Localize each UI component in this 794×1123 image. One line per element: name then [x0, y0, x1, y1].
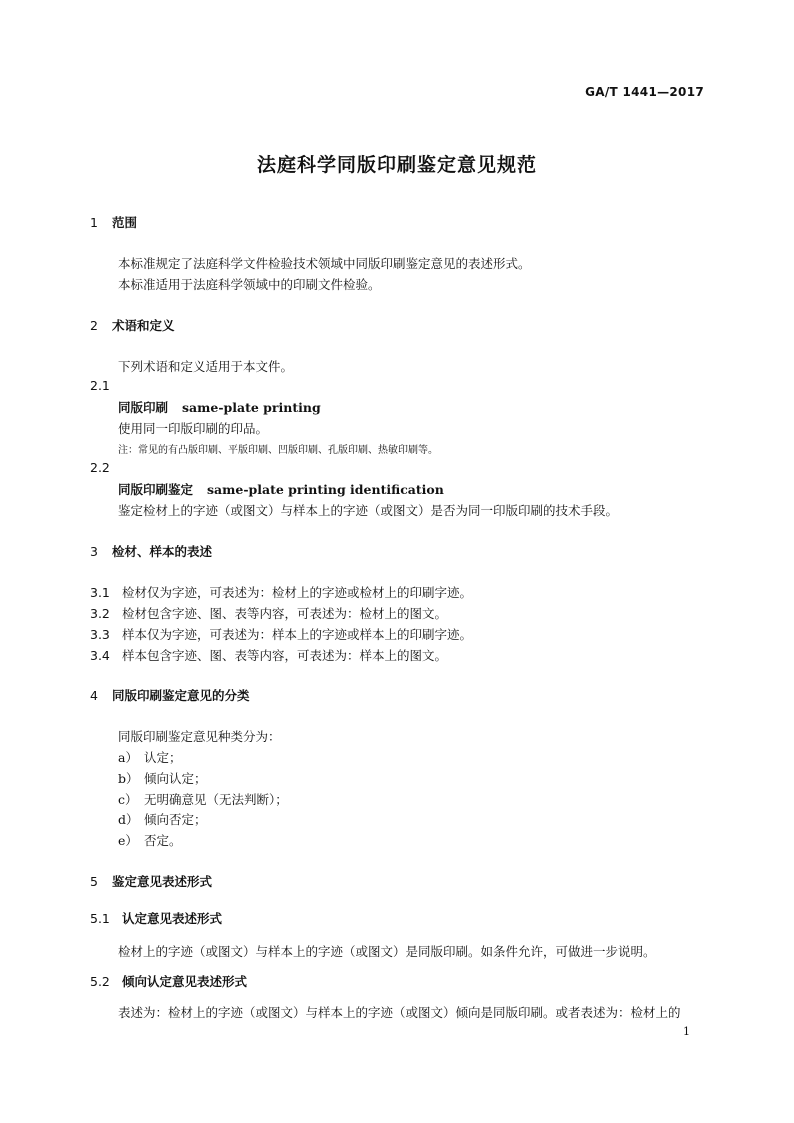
paragraph: 同版印刷鉴定意见种类分为：	[118, 729, 281, 744]
section-4-heading	[90, 686, 250, 704]
section-2-heading	[90, 316, 175, 334]
section-number: 5	[90, 874, 98, 889]
term-definition: 使用同一印版印刷的印品。	[118, 421, 269, 436]
term-cn: 同版印刷	[118, 400, 169, 415]
section-3-heading	[90, 542, 212, 560]
paragraph: 检材上的字迹（或图文）与样本上的字迹（或图文）是同版印刷。如条件允许，可做进一步说明。	[118, 944, 656, 959]
term-note: 注：常见的有凸版印刷、平版印刷、凹版印刷、孔版印刷、热敏印刷等。	[118, 445, 438, 456]
list-item: b） 倾向认定；	[118, 771, 207, 786]
list-item: 3.3 样本仅为字迹，可表述为：样本上的字迹或样本上的印刷字迹。	[90, 627, 473, 642]
section-number: 2	[90, 318, 98, 333]
list-item: d） 倾向否定；	[118, 812, 207, 827]
term-definition: 鉴定检材上的字迹（或图文）与样本上的字迹（或图文）是否为同一印版印刷的技术手段。	[118, 503, 619, 518]
section-title: 鉴定意见表述形式	[112, 874, 213, 889]
list-item: 3.2 检材包含字迹、图、表等内容，可表述为：检材上的图文。	[90, 606, 448, 621]
term-en: same-plate printing	[182, 400, 321, 415]
list-item: e） 否定。	[118, 833, 182, 848]
section-number: 4	[90, 688, 98, 703]
subsection-5-1-heading: 5.1 认定意见表述形式	[90, 911, 223, 926]
section-title: 同版印刷鉴定意见的分类	[112, 688, 250, 703]
term-entry	[118, 398, 321, 416]
list-item: c） 无明确意见（无法判断）；	[118, 792, 288, 807]
list-item: 3.1 检材仅为字迹，可表述为：检材上的字迹或检材上的印刷字迹。	[90, 585, 473, 600]
section-title: 检材、样本的表述	[112, 544, 213, 559]
section-number: 1	[90, 215, 98, 230]
paragraph: 表述为：检材上的字迹（或图文）与样本上的字迹（或图文）倾向是同版印刷。或者表述为：检材上的	[118, 1005, 681, 1020]
section-number: 3	[90, 544, 98, 559]
section-5-heading	[90, 872, 212, 890]
term-entry	[118, 480, 444, 498]
term-number: 2.2	[90, 460, 110, 475]
document-title: 法庭科学同版印刷鉴定意见规范	[256, 154, 537, 176]
section-1-heading	[90, 213, 137, 231]
term-number: 2.1	[90, 378, 110, 393]
list-item: a） 认定；	[118, 750, 182, 765]
term-en: same-plate printing identification	[207, 482, 444, 497]
term-cn: 同版印刷鉴定	[118, 482, 194, 497]
section-title: 范围	[112, 215, 138, 230]
paragraph: 下列术语和定义适用于本文件。	[118, 359, 294, 374]
paragraph: 本标准适用于法庭科学领域中的印刷文件检验。	[118, 277, 381, 292]
standard-number: GA/T 1441—2017	[585, 85, 704, 99]
subsection-5-2-heading: 5.2 倾向认定意见表述形式	[90, 974, 248, 989]
paragraph: 本标准规定了法庭科学文件检验技术领域中同版印刷鉴定意见的表述形式。	[118, 256, 531, 271]
page-number: 1	[683, 1025, 690, 1038]
section-title: 术语和定义	[112, 318, 175, 333]
list-item: 3.4 样本包含字迹、图、表等内容，可表述为：样本上的图文。	[90, 648, 448, 663]
